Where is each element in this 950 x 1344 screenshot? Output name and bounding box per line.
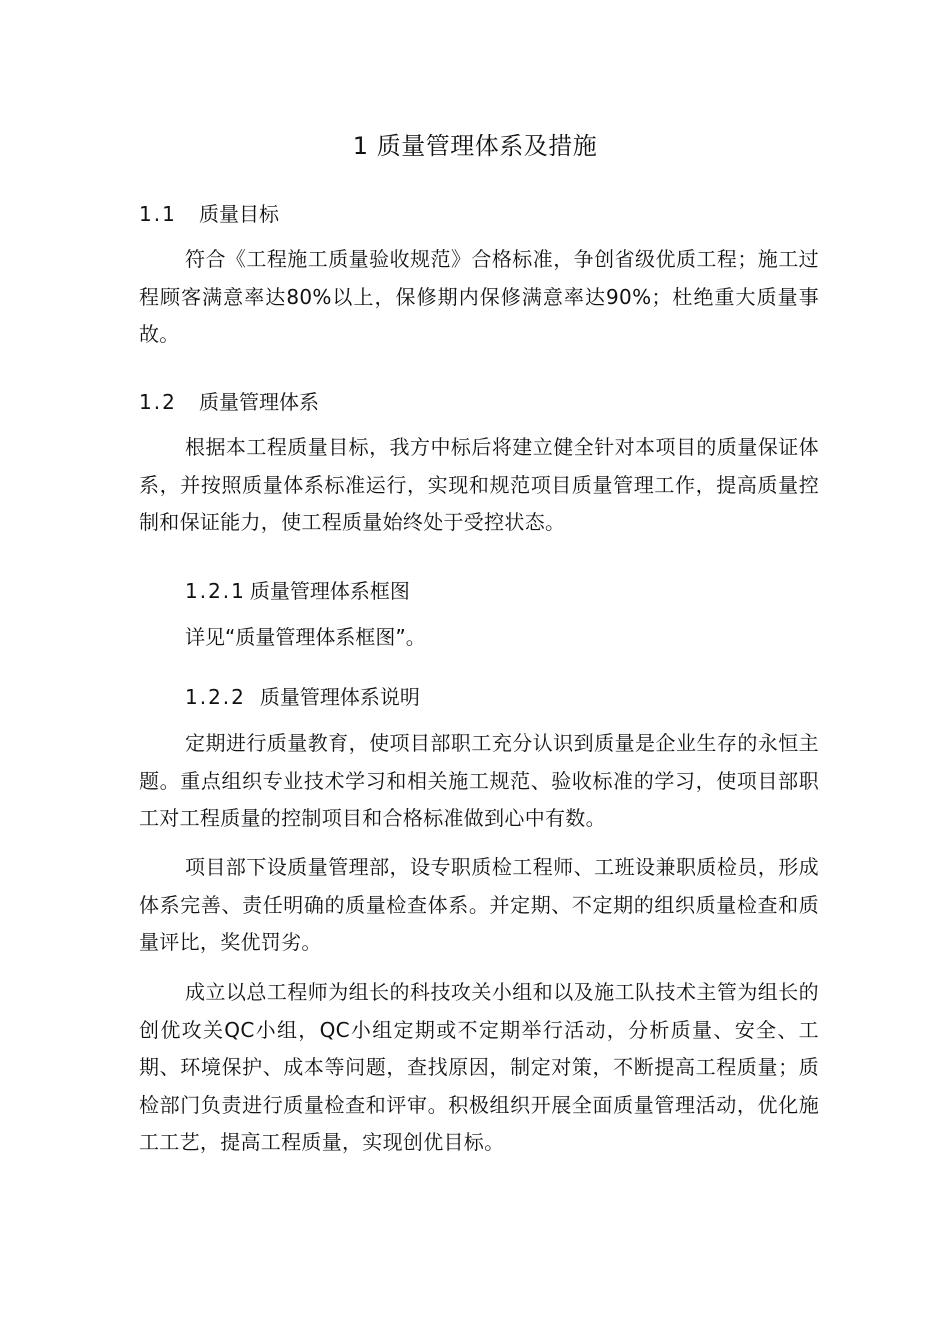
section-number: 1.2 (139, 390, 177, 414)
section-heading-1-2 (139, 387, 319, 417)
section-heading-text: 质量管理体系 (199, 390, 319, 414)
subsection-heading-text: 质量管理体系说明 (259, 685, 420, 709)
paragraph-quality-education: 定期进行质量教育，使项目部职工充分认识到质量是企业生存的永恒主题。重点组织专业技术学习和相关施工规范、验收标准的学习，使项目部职工对工程质量的控制项目和合格标准做到心中有数。 (139, 731, 819, 830)
paragraph-qc-group: 成立以总工程师为组长的科技攻关小组和以及施工队技术主管为组长的创优攻关QC小组，QC小组定期或不定期举行活动，分析质量、安全、工期、环境保护、成本等问题，查找原因，制定对策，不断提高工程质量；质检部门负责进行质量检查和评审。积极组织开展全面质量管理活动，优化施工工艺，提高工程质量，实现创优目标。 (139, 980, 819, 1154)
subsection-heading-1-2-2 (185, 682, 420, 712)
paragraph-quality-system: 根据本工程质量目标，我方中标后将建立健全针对本项目的质量保证体系，并按照质量体系标准运行，实现和规范项目质量管理工作，提高质量控制和保证能力，使工程质量始终处于受控状态。 (139, 435, 819, 534)
paragraph-quality-goal: 符合《工程施工质量验收规范》合格标准，争创省级优质工程；施工过程顾客满意率达80%以上，保修期内保修满意率达90%；杜绝重大质量事故。 (139, 247, 819, 346)
subsection-number: 1.2.2 (185, 685, 246, 709)
subsection-heading-text: 质量管理体系框图 (249, 579, 410, 603)
paragraph-see-diagram: 详见“质量管理体系框图”。 (185, 625, 426, 649)
subsection-number: 1.2.1 (185, 579, 246, 603)
paragraph-quality-department: 项目部下设质量管理部，设专职质检工程师、工班设兼职质检员，形成体系完善、责任明确的质量检查体系。并定期、不定期的组织质量检查和质量评比，奖优罚劣。 (139, 855, 819, 954)
section-heading-1-1 (139, 199, 279, 229)
subsection-heading-1-2-1 (185, 576, 410, 606)
section-heading-text: 质量目标 (199, 202, 279, 226)
section-number: 1.1 (139, 202, 177, 226)
document-title: 1 质量管理体系及措施 (352, 132, 598, 160)
